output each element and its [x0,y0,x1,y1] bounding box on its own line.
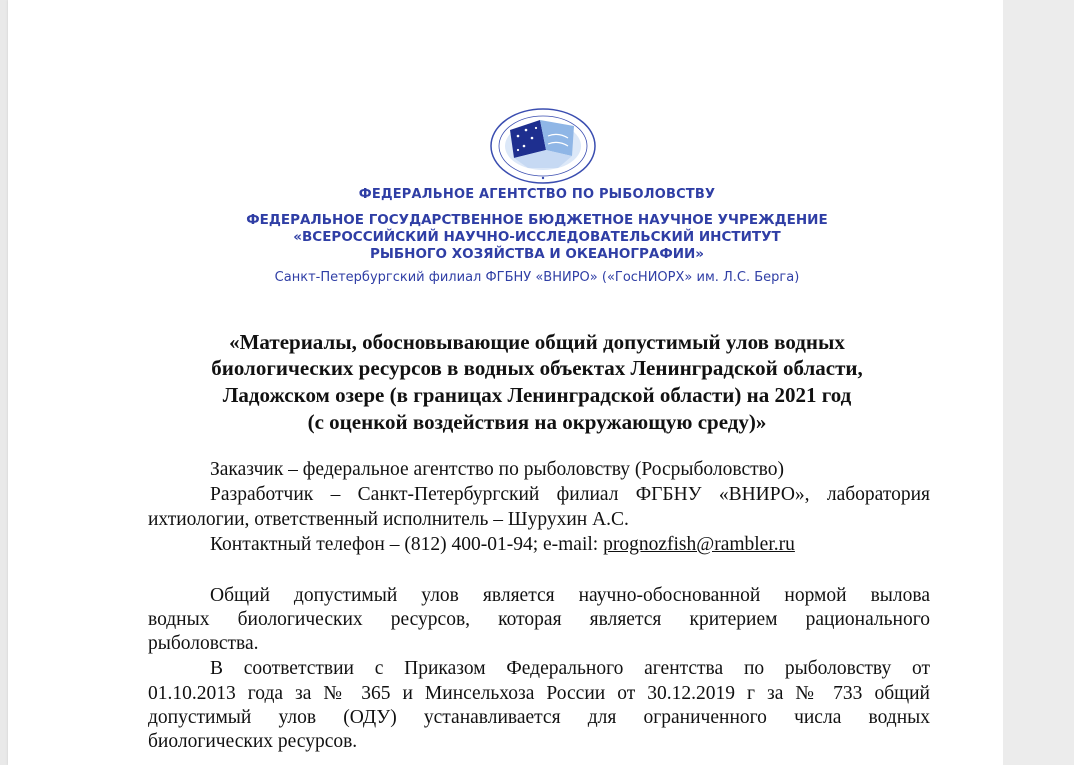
paragraph-line: рыболовства. [148,633,259,654]
customer-line: Заказчик – федеральное агентство по рыболовству (Росрыболовство) [210,459,784,480]
email-link[interactable]: prognozfish@rambler.ru [603,534,795,555]
vniro-logo-emblem [488,106,598,186]
paragraph-line: 01.10.2013 года за № 365 и Минсельхоза России от 30.12.2019 г за № 733 общий [148,683,930,704]
phone-text: Контактный телефон – (812) 400-01-94; e-mail: [210,534,604,555]
institution-line: РЫБНОГО ХОЗЯЙСТВА И ОКЕАНОГРАФИИ» [369,246,705,262]
institution-line: «ВСЕРОССИЙСКИЙ НАУЧНО-ИССЛЕДОВАТЕЛЬСКИЙ ИНСТИТУТ [293,229,781,245]
agency-heading: ФЕДЕРАЛЬНОЕ АГЕНТСТВО ПО РЫБОЛОВСТВУ [358,187,716,202]
paragraph-line: водных биологических ресурсов, которая является критерием рационального [148,609,930,630]
paragraph-line: В соответствии с Приказом Федерального агентства по рыболовству от [210,658,930,679]
developer-line: ихтиологии, ответственный исполнитель – Шурухин А.С. [148,509,629,530]
institution-line: ФЕДЕРАЛЬНОЕ ГОСУДАРСТВЕННОЕ БЮДЖЕТНОЕ НАУЧНОЕ УЧРЕЖДЕНИЕ [246,212,828,228]
document-title-line: Ладожском озере (в границах Ленинградской области) на 2021 год [222,383,852,407]
document-title-line: (с оценкой воздействия на окружающую среду)» [307,410,767,434]
paragraph-line: допустимый улов (ОДУ) устанавливается для ограниченного числа водных [148,707,930,728]
document-title-line: биологических ресурсов в водных объектах Ленинградской области, [211,356,863,380]
phone-line [210,534,795,556]
paragraph-line: Общий допустимый улов является научно-обоснованной нормой вылова [210,585,930,606]
branch-name: Санкт-Петербургский филиал ФГБНУ «ВНИРО» («ГосНИОРХ» им. Л.С. Берга) [274,270,800,285]
paragraph-line: биологических ресурсов. [148,731,358,752]
developer-line: Разработчик – Санкт-Петербургский филиал ФГБНУ «ВНИРО», лаборатория [210,484,930,505]
document-title-line: «Материалы, обосновывающие общий допустимый улов водных [229,330,845,354]
